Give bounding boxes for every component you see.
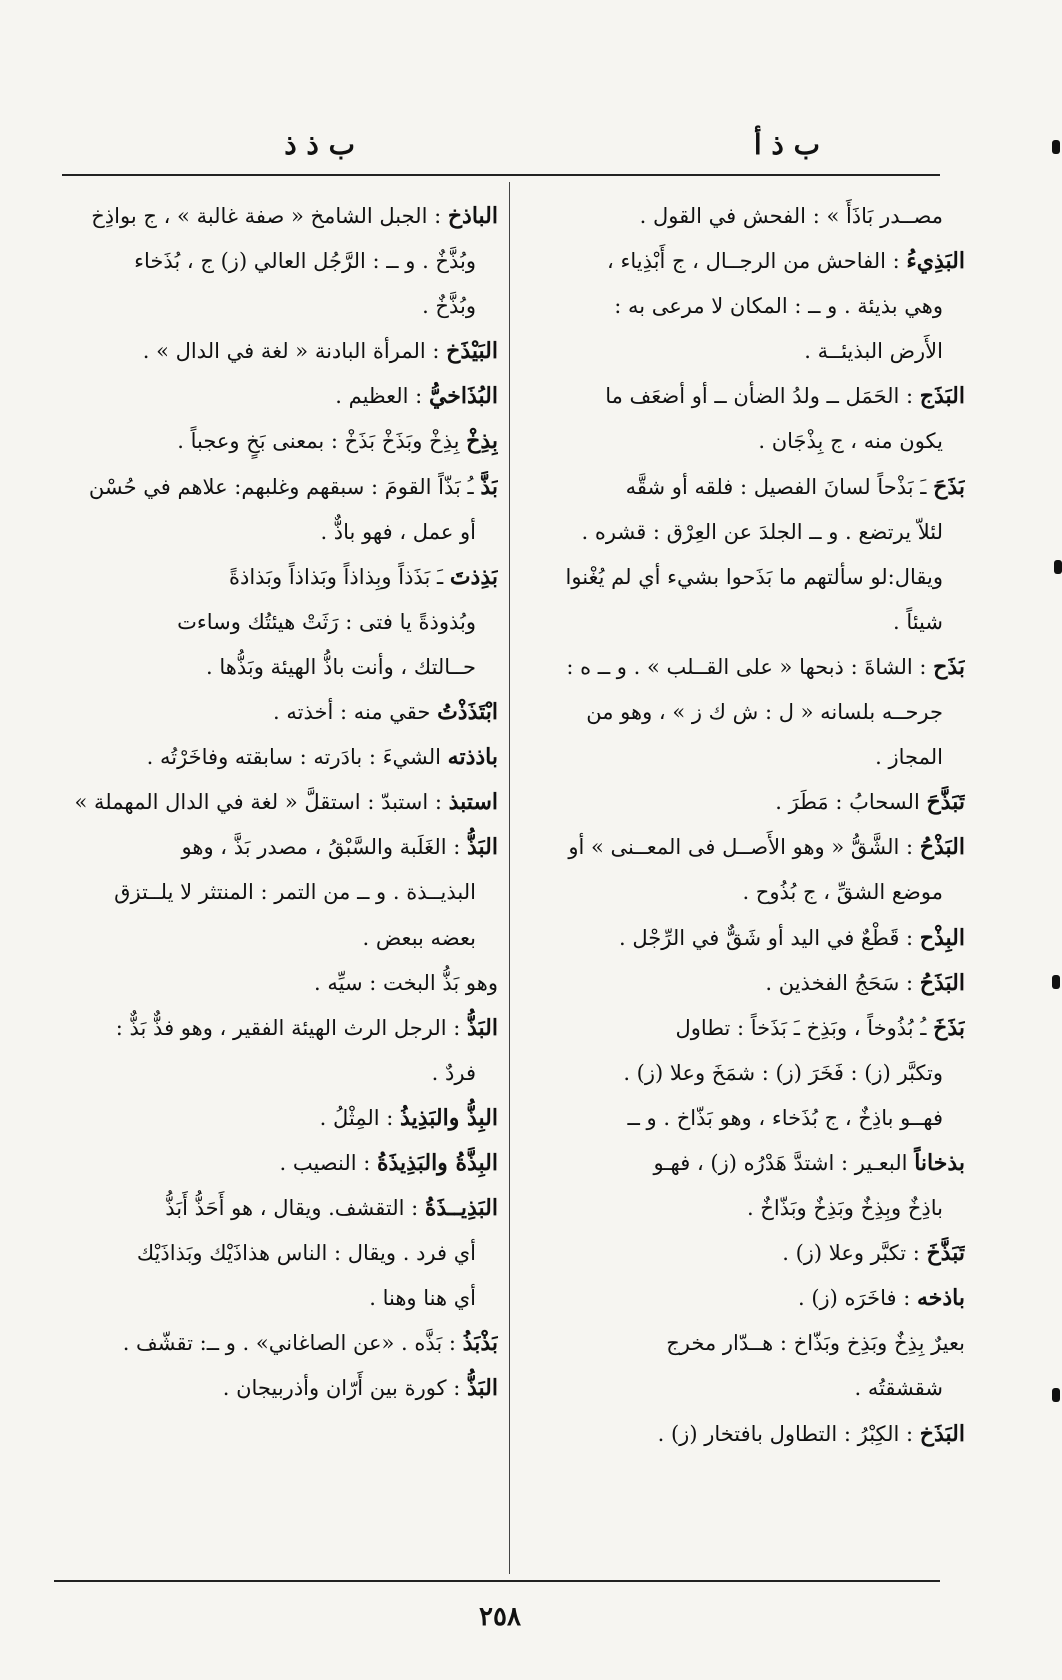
entry-definition: : تكبَّر وعلا (ز) . [782,1241,927,1266]
entry-line [58,510,498,555]
entry-line [525,1412,965,1457]
entry-definition: وبُذَّخٌ . [422,294,476,319]
entry-definition: ويقال:لو سألتهم ما بَذَحوا بشيء أي لم يُغْنوا [565,564,943,589]
entry-headword: بَذَحَ [933,473,965,500]
entry-headword: بَذِذتَ [449,563,498,590]
entry-definition: ـُ بُذُوخاً ، وبَذِخ ـَ بَذَخاً : تطاول [675,1015,934,1040]
entry-headword: باذذته [447,744,498,771]
entry-line [58,374,498,419]
edge-mark [1052,975,1060,989]
entry-headword: بِذِخْ [466,428,498,455]
entry-definition: : العظيم . [335,384,429,409]
entry-line [525,284,965,329]
entry-line [58,961,498,1006]
entry-line [58,600,498,645]
entry-headword: ابْتَذَذْتُ [437,699,498,726]
entry-line [525,825,965,870]
entry-line [525,239,965,284]
entry-definition: حــالتك ، وأنت باذُّ الهيئة وبَذُّها . [206,654,476,679]
entry-line [525,1006,965,1051]
entry-definition: : قَطْعٌ في اليد أو شَقٌّ في الرِّجْل . [619,925,920,950]
entry-headword: البَذْحُ [919,834,965,861]
entry-definition: الشيءَ : بادَرته : سابقته وفاخَرْتُه . [146,745,448,770]
right-column-headword: ب ذ أ [753,128,820,161]
entry-line [58,239,498,284]
entry-line [58,780,498,825]
entry-line [525,510,965,555]
entry-definition: حقي منه : أخذته . [273,700,438,725]
page-number: ٢٥٨ [479,1602,521,1632]
entry-definition: : المرأة البادنة « لغة في الدال » . [142,339,447,364]
entry-line [58,1141,498,1186]
entry-line [525,600,965,645]
entry-line [58,1096,498,1141]
entry-definition: ـَ بَذَذاً وبِذاذاً وبَذاذاً وبَذاذةً [228,564,450,589]
entry-headword: استبذ [448,789,498,816]
entry-headword: البَذِيــذَةُ [424,1195,498,1222]
entry-line [525,961,965,1006]
entry-definition: الأَرض البذيئــة . [804,339,943,364]
entry-headword: بَذَّ [480,473,498,500]
left-column-headword: ب ذ ذ [284,128,355,161]
edge-mark [1054,560,1062,574]
bottom-rule [54,1580,940,1582]
entry-line [58,1321,498,1366]
entry-definition: : الشاةَ : ذبحها « على القــلب » . و ــ ه : [566,654,934,679]
entry-definition: وتكبَّر (ز) : فَخَرَ (ز) : شمَخَ وعلا (ز) . [623,1060,943,1085]
left-column [58,194,498,1412]
entry-line [525,1366,965,1411]
entry-headword: البِذْح [919,924,965,951]
entry-line [525,1321,965,1366]
entry-line [525,1186,965,1231]
entry-definition: السحابُ : مَطَرَ . [775,790,927,815]
entry-definition: شيئاً . [892,609,943,634]
entry-line [58,825,498,870]
entry-line [525,780,965,825]
top-rule [62,174,940,176]
entry-headword: بَذْبَذُ [462,1330,498,1357]
entry-definition: أي فرد . ويقال : الناس هذاذَيْك وبَذاذَيْك [136,1241,476,1266]
entry-definition: : الرجل الرث الهيئة الفقير ، وهو فذٌّ بَذٌّ : [115,1015,467,1040]
entry-line [58,916,498,961]
entry-definition: موضع الشقِّ ، ج بُذُوح . [742,880,943,905]
entry-definition: : الفاحش من الرجــال ، ج أَبْذِياء ، [607,249,907,274]
entry-definition: مصــدر بَاذَأَ » : الفحش في القول . [639,204,943,228]
entry-definition: وهي بذيئة . و ــ : المكان لا مرعى به : [614,294,943,319]
entry-line [58,284,498,329]
entry-headword: البَذِيءُ [906,248,965,275]
entry-headword: البَذَخ [919,1420,965,1447]
entry-definition: فردٌ . [431,1060,476,1085]
entry-headword: البُذَاخيُّ [428,383,498,410]
entry-line [58,735,498,780]
entry-line [58,870,498,915]
entry-definition: : الجبل الشامخ « صفة غالبة » ، ج بواذِخ [91,204,448,228]
entry-headword: البَيْذَخ [446,338,498,365]
entry-headword: البِذُّ والبَذِيذُ [400,1104,498,1131]
entry-headword: البَذَحُ [919,969,965,996]
entry-line [525,194,965,239]
entry-line [58,194,498,239]
entry-line [525,374,965,419]
entry-headword: باذخه [916,1285,965,1312]
entry-definition: يكون منه ، ج بِذْجَان . [758,429,943,454]
entry-definition: أي هنا وهنا . [369,1286,476,1311]
entry-line [525,645,965,690]
entry-definition: : الشَّقُّ « وهو الأَصــل فى المعــنى » أو [568,835,920,860]
entry-line [58,1366,498,1411]
entry-line [58,419,498,464]
entry-definition: : الغَلَبة والسَّبْقُ ، مصدر بَذَّ ، وهو [181,835,467,860]
entry-definition: وهو بَذُّ البخت : سيِّه . [314,970,498,995]
entry-definition: بِذِخْ وبَذَخْ بَذَخْ : بمعنى بَخٍ وعجباً . [177,429,467,454]
entry-headword: تَبَذَّحَ [926,789,965,816]
entry-line [525,916,965,961]
entry-line [58,1231,498,1276]
entry-line [525,419,965,464]
entry-line [58,645,498,690]
entry-line [525,735,965,780]
entry-definition: : بَذَّه . «عن الصاغاني» . و ــ: تقشّف . [122,1331,463,1356]
entry-line [58,1186,498,1231]
entry-headword: البَذُّ [466,834,498,861]
entry-headword: الباذخ [447,203,498,229]
edge-mark [1052,140,1060,154]
entry-line [525,1051,965,1096]
entry-headword: بَذَخَ [933,1014,965,1041]
entry-definition: : سَحَجُ الفخذين . [765,970,920,995]
entry-headword: البَذُّ [466,1014,498,1041]
entry-line [58,555,498,600]
entry-line [58,690,498,735]
entry-definition: : المِثْلُ . [319,1105,401,1130]
entry-definition: : استبدّ : استقلَّ « لغة في الدال المهملة » [74,790,449,815]
entry-definition: ـَ بَذْحاً لسانَ الفصيل : فلقه أو شقَّه [625,474,934,499]
entry-line [525,1096,965,1141]
column-divider [509,182,510,1574]
entry-line [58,1006,498,1051]
entry-headword: البَذُّ [466,1375,498,1402]
entry-definition: شقشقتُه . [854,1376,943,1401]
entry-line [58,1051,498,1096]
entry-definition: جرحــه بلسانه « ل : ش ك ز » ، وهو من [586,700,943,725]
entry-definition: بعيرٌ بِذِخٌ وبَذِخ وبَذّاخ : هــدّار مخرج [666,1331,965,1356]
entry-definition: فهــو باذِخٌ ، ج بُذَخاء ، وهو بَذّاخ . و ــ [627,1105,943,1130]
entry-definition: : الكِبْرُ : التطاول بافتخار (ز) . [657,1421,920,1446]
entry-headword: بذخاناً [914,1149,965,1176]
entry-definition: بعضه ببعض . [362,925,476,950]
entry-line [525,329,965,374]
entry-headword: تَبَذَّخَ [926,1240,965,1267]
entry-line [58,329,498,374]
entry-line [525,870,965,915]
entry-definition: البذيــذة . و ــ من التمر : المنتثر لا يلــتزق [114,880,476,905]
entry-definition: البعـير : اشتدَّ هَدْرُه (ز) ، فهـو [653,1150,915,1175]
edge-mark [1052,1388,1060,1402]
entry-line [525,690,965,735]
entry-definition: المجاز . [875,745,943,770]
entry-line [525,1276,965,1321]
entry-definition: : كورة بين أَرّان وأذربيجان . [222,1376,467,1401]
entry-headword: بَذَح [933,653,965,680]
entry-definition: لئلاّ يرتضع . و ــ الجلدَ عن العِرْق : قشره . [581,519,943,544]
entry-headword: البَذَج [919,383,965,410]
entry-line [525,555,965,600]
entry-line [58,1276,498,1321]
entry-definition: أو عمل ، فهو باذٌّ . [320,519,476,544]
entry-line [525,465,965,510]
entry-definition: : فاخَرَه (ز) . [797,1286,917,1311]
right-column [525,194,965,1457]
entry-definition: باذِخٌ وبِذِخٌ وبَذِخٌ وبَذّاخٌ . [746,1196,943,1221]
entry-definition: : الحَمَل ــ ولدُ الضأن ــ أو أضعَف ما [605,384,920,409]
entry-definition: ـُ بَذّاً القومَ : سبقهم وغلبهم: علاهم في حُسْن [88,474,481,499]
entry-definition: : التقشف. ويقال ، هو أَحَذُّ أَبَذُّ [165,1196,425,1221]
entry-line [525,1141,965,1186]
entry-definition: وبُذوذةً يا فتى : رَثَتْ هيئتُك وساءت [177,609,476,634]
entry-definition: : النصيب . [279,1150,377,1175]
entry-headword: البِذَّةُ والبَذِيذَةُ [376,1149,498,1176]
entry-definition: وبُذَّخٌ . و ــ : الرَّجُل العالي (ز) ج ، بُذَخاء [134,249,476,274]
entry-line [58,465,498,510]
entry-line [525,1231,965,1276]
